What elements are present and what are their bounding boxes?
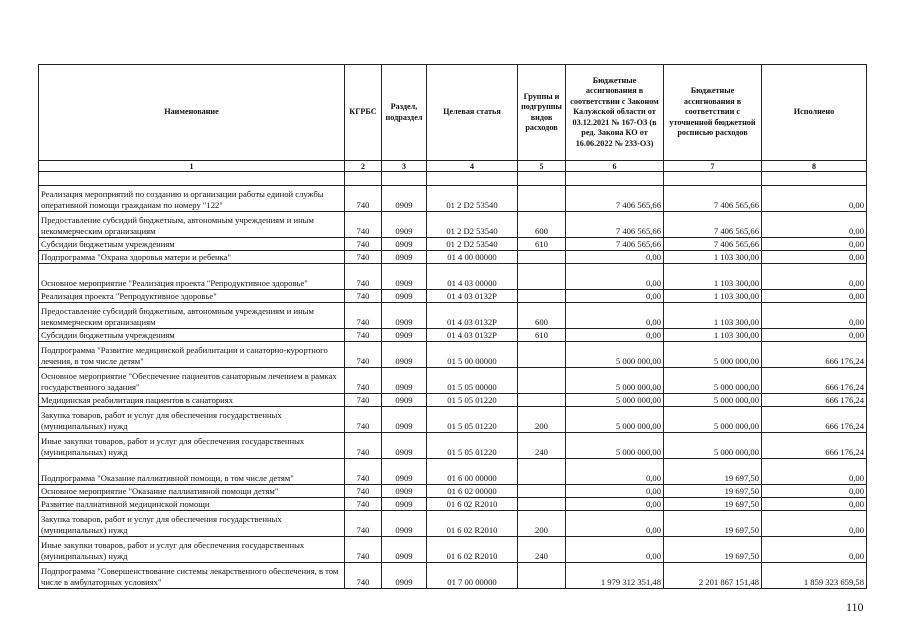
table-row xyxy=(39,485,867,498)
row-executed-amount: 666 176,24 xyxy=(762,342,867,368)
row-target-article: 01 4 03 00000 xyxy=(427,264,518,290)
row-executed-amount: 666 176,24 xyxy=(762,368,867,394)
row-kgrbs: 740 xyxy=(345,186,382,212)
row-expense-group: 240 xyxy=(518,433,566,459)
row-kgrbs: 740 xyxy=(345,394,382,407)
row-section: 0909 xyxy=(382,264,427,290)
row-kgrbs: 740 xyxy=(345,459,382,485)
row-section: 0909 xyxy=(382,485,427,498)
row-expense-group: 610 xyxy=(518,238,566,251)
header-kgrbs: КГРБС xyxy=(345,65,382,161)
spacer-row xyxy=(39,172,867,186)
row-expense-group xyxy=(518,394,566,407)
row-law-amount: 5 000 000,00 xyxy=(566,433,664,459)
table-row xyxy=(39,459,867,485)
header-section: Раздел, подраздел xyxy=(382,65,427,161)
row-executed-amount: 0,00 xyxy=(762,303,867,329)
row-name: Иные закупки товаров, работ и услуг для обеспечения государственных (муниципальных) нужд xyxy=(39,433,345,459)
header-target-article: Целевая статья xyxy=(427,65,518,161)
row-law-amount: 0,00 xyxy=(566,498,664,511)
row-executed-amount: 0,00 xyxy=(762,459,867,485)
column-number: 7 xyxy=(664,161,762,172)
row-target-article: 01 4 03 0132P xyxy=(427,290,518,303)
row-name: Закупка товаров, работ и услуг для обеспечения государственных (муниципальных) нужд xyxy=(39,407,345,433)
row-kgrbs: 740 xyxy=(345,303,382,329)
row-kgrbs: 740 xyxy=(345,251,382,264)
row-target-article: 01 4 03 0132P xyxy=(427,329,518,342)
row-name: Основное мероприятие "Оказание паллиативной помощи детям" xyxy=(39,485,345,498)
row-refined-amount: 1 103 300,00 xyxy=(664,264,762,290)
row-law-amount: 5 000 000,00 xyxy=(566,342,664,368)
header-expense-groups: Группы и подгруппы видов расходов xyxy=(518,65,566,161)
header-row xyxy=(39,65,867,161)
row-law-amount: 1 979 312 351,48 xyxy=(566,563,664,589)
table-body xyxy=(39,172,867,589)
row-executed-amount: 666 176,24 xyxy=(762,433,867,459)
row-name: Предоставление субсидий бюджетным, автономным учреждениям и иным некоммерческим организациям xyxy=(39,212,345,238)
row-executed-amount: 0,00 xyxy=(762,485,867,498)
column-number: 1 xyxy=(39,161,345,172)
row-section: 0909 xyxy=(382,251,427,264)
row-name: Основное мероприятие "Реализация проекта "Репродуктивное здоровье" xyxy=(39,264,345,290)
row-law-amount: 0,00 xyxy=(566,511,664,537)
row-section: 0909 xyxy=(382,212,427,238)
row-kgrbs: 740 xyxy=(345,511,382,537)
row-kgrbs: 740 xyxy=(345,329,382,342)
row-expense-group: 610 xyxy=(518,329,566,342)
row-expense-group: 600 xyxy=(518,212,566,238)
row-target-article: 01 4 03 0132P xyxy=(427,303,518,329)
row-refined-amount: 5 000 000,00 xyxy=(664,342,762,368)
header-law-allocations: Бюджетные ассигнования в соответствии с Законом Калужской области от 03.12.2021 № 167-ОЗ (в ред. Закона КО от 16.06.2022 № 233-ОЗ) xyxy=(566,65,664,161)
row-target-article: 01 6 02 R2010 xyxy=(427,511,518,537)
column-number: 5 xyxy=(518,161,566,172)
table-row xyxy=(39,563,867,589)
row-section: 0909 xyxy=(382,329,427,342)
row-executed-amount: 0,00 xyxy=(762,290,867,303)
row-expense-group: 200 xyxy=(518,511,566,537)
row-target-article: 01 2 D2 53540 xyxy=(427,238,518,251)
row-section: 0909 xyxy=(382,394,427,407)
column-number: 2 xyxy=(345,161,382,172)
table-row xyxy=(39,264,867,290)
table-row xyxy=(39,238,867,251)
row-name: Субсидии бюджетным учреждениям xyxy=(39,329,345,342)
row-kgrbs: 740 xyxy=(345,433,382,459)
row-name: Иные закупки товаров, работ и услуг для обеспечения государственных (муниципальных) нужд xyxy=(39,537,345,563)
row-refined-amount: 19 697,50 xyxy=(664,485,762,498)
row-section: 0909 xyxy=(382,511,427,537)
row-name: Развитие паллиативной медицинской помощи xyxy=(39,498,345,511)
row-law-amount: 5 000 000,00 xyxy=(566,407,664,433)
row-law-amount: 7 406 565,66 xyxy=(566,212,664,238)
row-expense-group xyxy=(518,290,566,303)
row-kgrbs: 740 xyxy=(345,485,382,498)
row-kgrbs: 740 xyxy=(345,407,382,433)
row-name: Реализация проекта "Репродуктивное здоровье" xyxy=(39,290,345,303)
row-expense-group xyxy=(518,459,566,485)
header-refined-allocations: Бюджетные ассигнования в соответствии с уточненной бюджетной росписью расходов xyxy=(664,65,762,161)
row-target-article: 01 5 05 00000 xyxy=(427,368,518,394)
table-row xyxy=(39,368,867,394)
row-section: 0909 xyxy=(382,342,427,368)
row-target-article: 01 5 05 01220 xyxy=(427,433,518,459)
row-expense-group: 600 xyxy=(518,303,566,329)
row-executed-amount: 0,00 xyxy=(762,537,867,563)
column-number: 4 xyxy=(427,161,518,172)
table-row xyxy=(39,511,867,537)
row-refined-amount: 5 000 000,00 xyxy=(664,394,762,407)
row-law-amount: 0,00 xyxy=(566,329,664,342)
row-refined-amount: 7 406 565,66 xyxy=(664,212,762,238)
row-expense-group: 240 xyxy=(518,537,566,563)
row-name: Подпрограмма "Охрана здоровья матери и ребенка" xyxy=(39,251,345,264)
row-target-article: 01 6 00 00000 xyxy=(427,459,518,485)
row-refined-amount: 1 103 300,00 xyxy=(664,251,762,264)
row-refined-amount: 1 103 300,00 xyxy=(664,290,762,303)
row-kgrbs: 740 xyxy=(345,498,382,511)
row-law-amount: 0,00 xyxy=(566,485,664,498)
row-refined-amount: 5 000 000,00 xyxy=(664,368,762,394)
row-section: 0909 xyxy=(382,537,427,563)
row-target-article: 01 2 D2 53540 xyxy=(427,212,518,238)
row-name: Медицинская реабилитация пациентов в санаториях xyxy=(39,394,345,407)
row-kgrbs: 740 xyxy=(345,537,382,563)
row-executed-amount: 0,00 xyxy=(762,511,867,537)
column-number: 8 xyxy=(762,161,867,172)
row-name: Реализация мероприятий по созданию и организации работы единой службы оперативной помощи гражданам по номеру "122" xyxy=(39,186,345,212)
row-executed-amount: 0,00 xyxy=(762,212,867,238)
row-kgrbs: 740 xyxy=(345,563,382,589)
table-row xyxy=(39,407,867,433)
row-expense-group xyxy=(518,251,566,264)
page-number: 110 xyxy=(846,600,864,614)
row-kgrbs: 740 xyxy=(345,368,382,394)
table-row xyxy=(39,537,867,563)
row-executed-amount: 0,00 xyxy=(762,186,867,212)
table-row xyxy=(39,394,867,407)
row-refined-amount: 19 697,50 xyxy=(664,498,762,511)
row-section: 0909 xyxy=(382,433,427,459)
row-name: Подпрограмма "Развитие медицинской реабилитации и санаторно-курортного лечения, в том числе детям" xyxy=(39,342,345,368)
row-section: 0909 xyxy=(382,459,427,485)
row-target-article: 01 6 02 R2010 xyxy=(427,498,518,511)
row-law-amount: 0,00 xyxy=(566,303,664,329)
row-law-amount: 0,00 xyxy=(566,290,664,303)
row-refined-amount: 5 000 000,00 xyxy=(664,433,762,459)
row-refined-amount: 7 406 565,66 xyxy=(664,238,762,251)
table-row xyxy=(39,212,867,238)
budget-table-sheet xyxy=(38,64,866,589)
row-executed-amount: 666 176,24 xyxy=(762,394,867,407)
row-executed-amount: 1 859 323 659,58 xyxy=(762,563,867,589)
row-executed-amount: 0,00 xyxy=(762,329,867,342)
column-number: 3 xyxy=(382,161,427,172)
row-executed-amount: 0,00 xyxy=(762,498,867,511)
row-name: Субсидии бюджетным учреждениям xyxy=(39,238,345,251)
row-kgrbs: 740 xyxy=(345,238,382,251)
row-expense-group xyxy=(518,485,566,498)
row-law-amount: 0,00 xyxy=(566,459,664,485)
table-row xyxy=(39,303,867,329)
row-refined-amount: 5 000 000,00 xyxy=(664,407,762,433)
table-row xyxy=(39,290,867,303)
column-number: 6 xyxy=(566,161,664,172)
column-number-row xyxy=(39,161,867,172)
row-target-article: 01 7 00 00000 xyxy=(427,563,518,589)
row-expense-group xyxy=(518,264,566,290)
table-row xyxy=(39,342,867,368)
row-refined-amount: 1 103 300,00 xyxy=(664,303,762,329)
row-refined-amount: 2 201 867 151,48 xyxy=(664,563,762,589)
row-kgrbs: 740 xyxy=(345,264,382,290)
table-row xyxy=(39,498,867,511)
row-expense-group xyxy=(518,498,566,511)
row-section: 0909 xyxy=(382,563,427,589)
row-expense-group: 200 xyxy=(518,407,566,433)
row-section: 0909 xyxy=(382,290,427,303)
row-refined-amount: 1 103 300,00 xyxy=(664,329,762,342)
row-law-amount: 0,00 xyxy=(566,537,664,563)
row-kgrbs: 740 xyxy=(345,212,382,238)
row-kgrbs: 740 xyxy=(345,342,382,368)
row-refined-amount: 19 697,50 xyxy=(664,511,762,537)
row-target-article: 01 5 05 01220 xyxy=(427,394,518,407)
header-executed: Исполнено xyxy=(762,65,867,161)
row-name: Предоставление субсидий бюджетным, автономным учреждениям и иным некоммерческим организациям xyxy=(39,303,345,329)
table-row xyxy=(39,186,867,212)
row-target-article: 01 6 02 R2010 xyxy=(427,537,518,563)
row-section: 0909 xyxy=(382,498,427,511)
row-expense-group xyxy=(518,342,566,368)
row-section: 0909 xyxy=(382,368,427,394)
row-law-amount: 0,00 xyxy=(566,251,664,264)
table-row xyxy=(39,329,867,342)
row-law-amount: 7 406 565,66 xyxy=(566,186,664,212)
table-row xyxy=(39,433,867,459)
row-law-amount: 5 000 000,00 xyxy=(566,394,664,407)
row-refined-amount: 7 406 565,66 xyxy=(664,186,762,212)
row-target-article: 01 6 02 00000 xyxy=(427,485,518,498)
row-refined-amount: 19 697,50 xyxy=(664,459,762,485)
row-name: Подпрограмма "Совершенствование системы лекарственного обеспечения, в том числе в амбулаторных условиях" xyxy=(39,563,345,589)
table-row xyxy=(39,251,867,264)
row-law-amount: 5 000 000,00 xyxy=(566,368,664,394)
row-target-article: 01 5 05 01220 xyxy=(427,407,518,433)
row-target-article: 01 2 D2 53540 xyxy=(427,186,518,212)
row-name: Закупка товаров, работ и услуг для обеспечения государственных (муниципальных) нужд xyxy=(39,511,345,537)
row-executed-amount: 0,00 xyxy=(762,251,867,264)
row-law-amount: 0,00 xyxy=(566,264,664,290)
row-expense-group xyxy=(518,368,566,394)
row-expense-group xyxy=(518,186,566,212)
row-executed-amount: 0,00 xyxy=(762,264,867,290)
row-refined-amount: 19 697,50 xyxy=(664,537,762,563)
budget-table xyxy=(38,64,867,589)
row-executed-amount: 0,00 xyxy=(762,238,867,251)
row-name: Подпрограмма "Оказание паллиативной помощи, в том числе детям" xyxy=(39,459,345,485)
row-expense-group xyxy=(518,563,566,589)
row-target-article: 01 5 00 00000 xyxy=(427,342,518,368)
row-executed-amount: 666 176,24 xyxy=(762,407,867,433)
row-law-amount: 7 406 565,66 xyxy=(566,238,664,251)
row-section: 0909 xyxy=(382,186,427,212)
row-section: 0909 xyxy=(382,238,427,251)
row-kgrbs: 740 xyxy=(345,290,382,303)
row-target-article: 01 4 00 00000 xyxy=(427,251,518,264)
row-section: 0909 xyxy=(382,407,427,433)
row-section: 0909 xyxy=(382,303,427,329)
header-name: Наименование xyxy=(39,65,345,161)
row-name: Основное мероприятие "Обеспечение пациентов санаторным лечением в рамках государственного задания" xyxy=(39,368,345,394)
